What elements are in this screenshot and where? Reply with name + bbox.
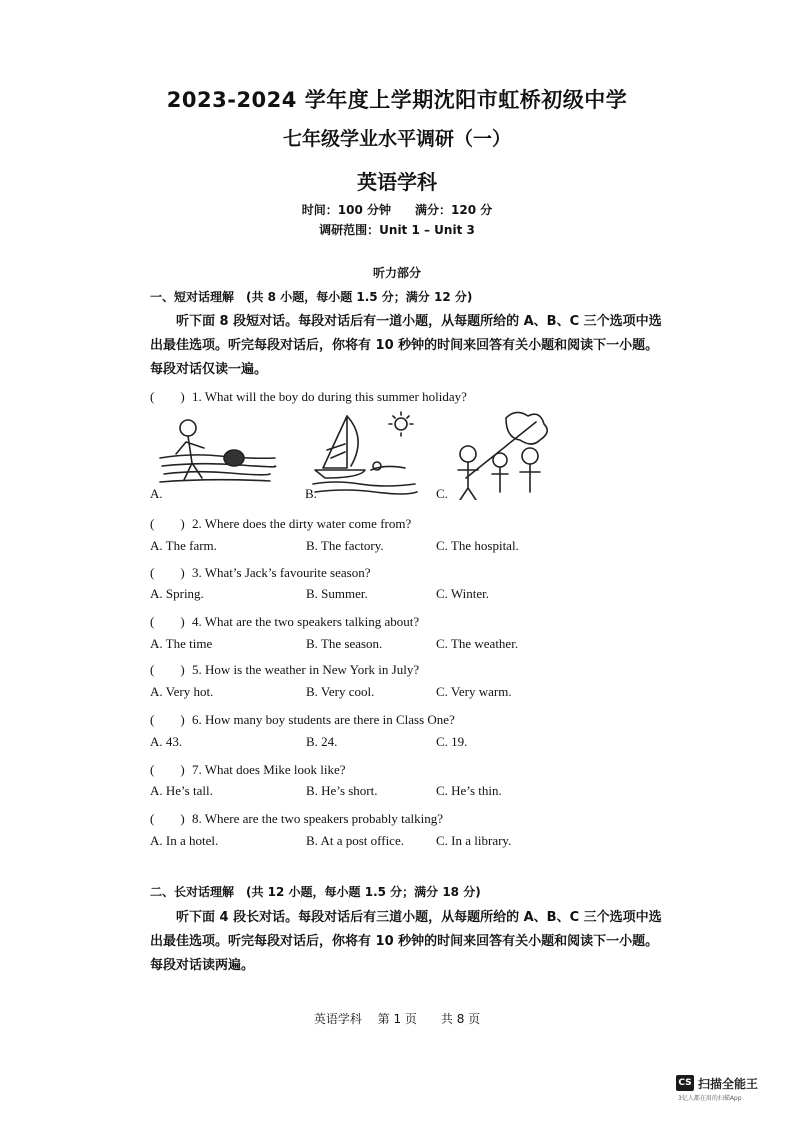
question-4: [150, 611, 419, 630]
answer-blank[interactable]: ( ): [150, 389, 185, 404]
question-text: 2. Where does the dirty water come from?: [192, 516, 412, 531]
scanner-tagline: 3亿人都在用的扫描App: [678, 1095, 742, 1102]
answer-blank[interactable]: ( ): [150, 811, 185, 826]
people-outdoors-illustration: [436, 408, 556, 500]
option-picture-b[interactable]: [305, 408, 425, 500]
question-1: [150, 386, 467, 405]
exam-subject: 英语学科: [357, 170, 437, 194]
question-8: [150, 808, 443, 827]
answer-blank[interactable]: ( ): [150, 712, 185, 727]
option-a[interactable]: A. The farm.: [150, 538, 217, 553]
answer-blank[interactable]: ( ): [150, 516, 185, 531]
option-picture-c[interactable]: [436, 408, 556, 500]
sailboat-swimming-illustration: [305, 408, 425, 500]
option-b[interactable]: B. The factory.: [306, 538, 384, 553]
picture-label-b: B.: [305, 486, 317, 501]
option-b[interactable]: B. He’s short.: [306, 783, 378, 798]
part2-title: 二、长对话理解 (共 12 小题，每小题 1.5 分；满分 18 分): [150, 885, 481, 899]
option-c[interactable]: C. The weather.: [436, 636, 519, 651]
option-c[interactable]: C. Very warm.: [436, 684, 512, 699]
answer-blank[interactable]: ( ): [150, 614, 185, 629]
cs-logo-icon: CS: [676, 1075, 694, 1091]
option-a[interactable]: A. Spring.: [150, 586, 204, 601]
option-a[interactable]: A. He’s tall.: [150, 783, 213, 798]
picture-label-c: C.: [436, 486, 448, 501]
part1-title: 一、短对话理解 (共 8 小题，每小题 1.5 分；满分 12 分): [150, 290, 473, 304]
option-a[interactable]: A. 43.: [150, 734, 183, 749]
picture-label-a: A.: [150, 486, 163, 501]
option-b[interactable]: B. 24.: [306, 734, 338, 749]
scanner-watermark: [676, 1073, 772, 1103]
option-b[interactable]: B. Very cool.: [306, 684, 375, 699]
listening-heading: 听力部分: [372, 266, 421, 280]
exam-scope: 调研范围：Unit 1 – Unit 3: [319, 223, 475, 237]
answer-blank[interactable]: ( ): [150, 565, 185, 580]
question-7: [150, 759, 346, 778]
question-text: 4. What are the two speakers talking about?: [192, 614, 420, 629]
option-picture-a[interactable]: [150, 408, 280, 500]
option-a[interactable]: A. In a hotel.: [150, 833, 219, 848]
option-b[interactable]: B. Summer.: [306, 586, 368, 601]
question-text: 7. What does Mike look like?: [192, 762, 346, 777]
boy-fishing-illustration: [150, 408, 280, 500]
question-text: 1. What will the boy do during this summer holiday?: [192, 389, 467, 404]
part1-instructions: 听下面 8 段短对话。每段对话后有一道小题，从每题所给的 A、B、C 三个选项中选出最佳选项。听完每段对话后，你将有 10 秒钟的时间来回答有关小题和阅读下一小题。每段对话仅读一遍。: [150, 314, 662, 377]
part2-instructions: 听下面 4 段长对话。每段对话后有三道小题，从每题所给的 A、B、C 三个选项中选出最佳选项。听完每段对话后，你将有 10 秒钟的时间来回答有关小题和阅读下一小题。每段对话读两遍。: [150, 910, 662, 973]
option-b[interactable]: B. At a post office.: [306, 833, 404, 848]
option-b[interactable]: B. The season.: [306, 636, 383, 651]
scanner-app-name: 扫描全能王: [698, 1077, 759, 1091]
question-text: 6. How many boy students are there in Class One?: [192, 712, 455, 727]
question-text: 5. How is the weather in New York in July?: [192, 662, 420, 677]
option-c[interactable]: C. 19.: [436, 734, 468, 749]
exam-title: 2023-2024 学年度上学期沈阳市虹桥初级中学: [166, 88, 628, 112]
option-a[interactable]: A. Very hot.: [150, 684, 214, 699]
question-text: 3. What’s Jack’s favourite season?: [192, 565, 371, 580]
option-c[interactable]: C. The hospital.: [436, 538, 519, 553]
page-footer: 英语学科 第 1 页 共 8 页: [313, 1012, 481, 1026]
answer-blank[interactable]: ( ): [150, 762, 185, 777]
time-info: 时间：100 分钟 满分：120 分: [301, 203, 493, 217]
option-c[interactable]: C. He’s thin.: [436, 783, 502, 798]
question-text: 8. Where are the two speakers probably talking?: [192, 811, 443, 826]
question-6: [150, 709, 455, 728]
option-c[interactable]: C. In a library.: [436, 833, 512, 848]
question-3: [150, 562, 370, 581]
question-5: [150, 659, 419, 678]
answer-blank[interactable]: ( ): [150, 662, 185, 677]
option-a[interactable]: A. The time: [150, 636, 213, 651]
option-c[interactable]: C. Winter.: [436, 586, 490, 601]
exam-subtitle: 七年级学业水平调研（一）: [282, 128, 511, 150]
question-2: [150, 513, 411, 532]
